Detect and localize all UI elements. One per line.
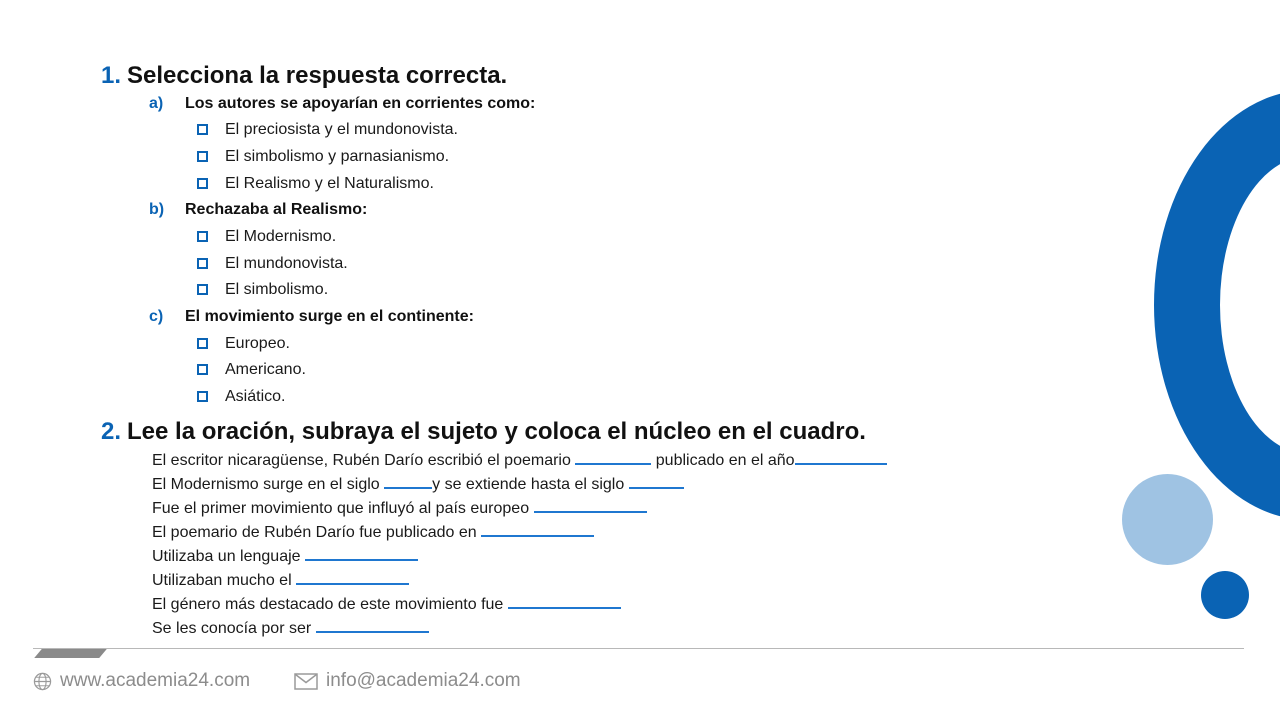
- footer-website[interactable]: [33, 670, 250, 692]
- checkbox[interactable]: [197, 178, 208, 189]
- sentence-text: El escritor nicaragüense, Rubén Darío escribió el poemario: [152, 452, 571, 469]
- question-a: [149, 94, 535, 114]
- sentence-text: El poemario de Rubén Darío fue publicado en: [152, 524, 477, 541]
- question-letter: c): [149, 308, 164, 325]
- question-text: Los autores se apoyarían en corrientes como:: [185, 95, 536, 112]
- question-letter: a): [149, 95, 164, 112]
- sentence-3: [152, 499, 647, 519]
- sentence-text: Utilizaban mucho el: [152, 572, 292, 589]
- checkbox[interactable]: [197, 258, 208, 269]
- sentence-text: y se extiende hasta el siglo: [432, 476, 625, 493]
- answer-blank[interactable]: [481, 523, 594, 537]
- option-label: El preciosista y el mundonovista.: [225, 121, 458, 138]
- answer-blank[interactable]: [534, 499, 647, 513]
- decorative-circle-dark: [1201, 571, 1249, 619]
- option-item[interactable]: [197, 360, 306, 380]
- sentence-4: [152, 523, 594, 543]
- option-item[interactable]: [197, 334, 290, 354]
- answer-blank[interactable]: [629, 475, 684, 489]
- section-2-title: Lee la oración, subraya el sujeto y coloca el núcleo en el cuadro.: [127, 418, 866, 445]
- checkbox[interactable]: [197, 151, 208, 162]
- option-item[interactable]: [197, 120, 458, 140]
- question-b: [149, 200, 367, 220]
- option-item[interactable]: [197, 227, 336, 247]
- option-label: Asiático.: [225, 388, 286, 405]
- option-label: El mundonovista.: [225, 255, 348, 272]
- question-letter: b): [149, 201, 165, 218]
- checkbox[interactable]: [197, 364, 208, 375]
- globe-icon: [33, 672, 52, 691]
- checkbox[interactable]: [197, 284, 208, 295]
- footer-accent-bar: [34, 649, 107, 658]
- footer-email[interactable]: [294, 670, 521, 692]
- sentence-5: [152, 547, 418, 567]
- answer-blank[interactable]: [316, 619, 429, 633]
- checkbox[interactable]: [197, 338, 208, 349]
- checkbox[interactable]: [197, 391, 208, 402]
- answer-blank[interactable]: [384, 475, 432, 489]
- sentence-6: [152, 571, 409, 591]
- answer-blank[interactable]: [508, 595, 621, 609]
- option-item[interactable]: [197, 147, 449, 167]
- answer-blank[interactable]: [575, 451, 651, 465]
- option-label: El simbolismo.: [225, 281, 329, 298]
- checkbox[interactable]: [197, 231, 208, 242]
- decorative-circle-light: [1122, 474, 1213, 565]
- decorative-ring: [1154, 90, 1280, 520]
- sentence-text: publicado en el año: [655, 452, 795, 469]
- question-text: El movimiento surge en el continente:: [185, 308, 474, 325]
- option-item[interactable]: [197, 254, 348, 274]
- option-item[interactable]: [197, 174, 434, 194]
- sentence-8: [152, 619, 429, 639]
- sentence-7: [152, 595, 621, 615]
- section-2-number: 2.: [101, 418, 122, 445]
- sentence-text: El Modernismo surge en el siglo: [152, 476, 380, 493]
- option-item[interactable]: [197, 387, 285, 407]
- section-1-heading: [101, 62, 507, 90]
- sentence-text: El género más destacado de este movimiento fue: [152, 596, 504, 613]
- sentence-text: Se les conocía por ser: [152, 620, 312, 637]
- section-2-heading: [101, 418, 866, 446]
- section-1-number: 1.: [101, 62, 122, 89]
- footer-divider: [33, 648, 1244, 649]
- sentence-1: [152, 451, 887, 471]
- option-label: El Modernismo.: [225, 228, 337, 245]
- question-c: [149, 307, 474, 327]
- sentence-2: [152, 475, 684, 495]
- option-label: El Realismo y el Naturalismo.: [225, 175, 434, 192]
- answer-blank[interactable]: [305, 547, 418, 561]
- option-label: Americano.: [225, 361, 306, 378]
- website-link[interactable]: www.academia24.com: [60, 670, 251, 691]
- question-text: Rechazaba al Realismo:: [185, 201, 368, 218]
- answer-blank[interactable]: [296, 571, 409, 585]
- sentence-text: Fue el primer movimiento que influyó al país europeo: [152, 500, 530, 517]
- email-link[interactable]: info@academia24.com: [326, 670, 521, 691]
- option-label: El simbolismo y parnasianismo.: [225, 148, 450, 165]
- option-item[interactable]: [197, 280, 328, 300]
- answer-blank[interactable]: [795, 451, 887, 465]
- section-1-title: Selecciona la respuesta correcta.: [127, 62, 508, 89]
- option-label: Europeo.: [225, 335, 290, 352]
- mail-icon: [294, 673, 318, 690]
- checkbox[interactable]: [197, 124, 208, 135]
- sentence-text: Utilizaba un lenguaje: [152, 548, 301, 565]
